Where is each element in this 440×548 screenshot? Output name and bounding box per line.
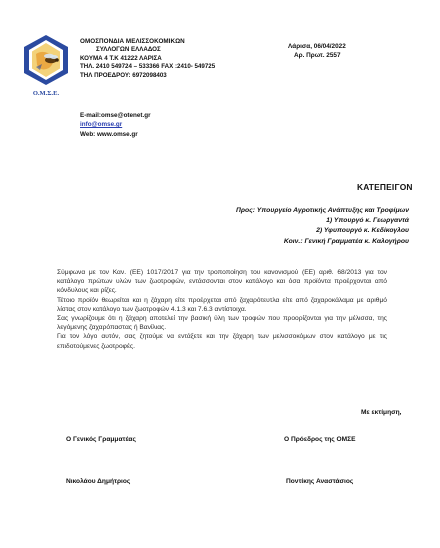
body-paragraph: Σύμφωνα με τον Καν. (ΕΕ) 1017/2017 για την τροποποίηση του κανονισμού (ΕΕ) αριθ. 68/2013 για τον κατάλογο πρώτων υλών των ζωοτροφών, εντάσσονται στον κατάλογο και όσα προϊόντα προέρχονται από κόνδυλους και ρίζες. — [57, 269, 387, 295]
recipient-to: Προς: Υπουργείο Αγροτικής Ανάπτυξης και Τροφίμων — [236, 207, 409, 214]
email-info-link[interactable]: info@omse.gr — [80, 121, 123, 129]
recipient-deputy-minister: 2) Υφυπουργό κ. Κεδίκογλου — [316, 227, 409, 235]
org-address: ΚΟΥΜΑ 4 Τ.Κ 41222 ΛΑΡΙΣΑ — [80, 54, 162, 62]
signature-title-left: Ο Γενικός Γραμματέας — [66, 436, 136, 443]
place-date: Λάρισα, 06/04/2022 — [288, 43, 346, 50]
body-paragraph: Τέτοιο προϊόν θεωρείται και η ζάχαρη είτε προέρχεται από ζαχαρότευτλα είτε από ζαχαροκάλαμα με αριθμό λίστας στον κατάλογο των ζωοτροφών 4.1.3 και 7.6.3 αντίστοιχα. — [57, 296, 387, 313]
email-primary: E-mail:omse@otenet.gr — [80, 112, 151, 119]
reference-block — [288, 42, 346, 60]
signature-name-left: Νικολάου Δημήτριος — [66, 478, 131, 485]
signature-name-right: Ποντίκης Αναστάσιος — [286, 478, 354, 485]
president-phone: ΤΗΛ ΠΡΟΕΔΡΟΥ: 6972098403 — [80, 71, 167, 79]
recipient-minister: 1) Υπουργό κ. Γεωργαντά — [326, 217, 409, 225]
body-paragraph: Για τον λόγο αυτόν, σας ζητούμε να εντάξετε και την ζάχαρη των μελισσοκόμων στον κατάλογο με τις επιδοτούμενες ζωοτροφές. — [57, 333, 387, 350]
protocol-number: Αρ. Πρωτ. 2557 — [294, 52, 341, 59]
recipients-block — [236, 206, 409, 247]
omse-logo — [22, 34, 70, 100]
signature-title-right: Ο Πρόεδρος της ΟΜΣΕ — [284, 436, 356, 443]
letter-body — [57, 268, 387, 351]
body-paragraph: Σας γνωρίζουμε ότι η ζάχαρη αποτελεί την βασική ύλη των τροφών που προορίζονται για την μέλισσα, της λεγόμενης ζαχαρόπαστας ή Βανίλιας. — [57, 315, 387, 332]
logo-emblem-icon — [22, 34, 70, 100]
urgent-label: ΚΑΤΕΠΕΙΓΟΝ — [357, 182, 413, 192]
logo-text: Ο.Μ.Σ.Ε. — [32, 90, 60, 97]
org-phone-fax: ΤΗΛ. 2410 549724 – 533366 FAX :2410- 549725 — [80, 63, 216, 71]
website: Web: www.omse.gr — [80, 130, 138, 138]
organization-header — [80, 38, 215, 80]
recipient-cc: Κοιν.: Γενική Γραμματέα κ. Καλογήρου — [283, 237, 409, 245]
contact-block — [80, 111, 151, 139]
org-subtitle: ΣΥΛΛΟΓΩΝ ΕΛΛΑΔΟΣ — [96, 46, 161, 54]
closing-line: Με εκτίμηση, — [361, 409, 402, 416]
org-name: ΟΜΟΣΠΟΝΔΙΑ ΜΕΛΙΣΣΟΚΟΜΙΚΩΝ — [80, 38, 185, 45]
